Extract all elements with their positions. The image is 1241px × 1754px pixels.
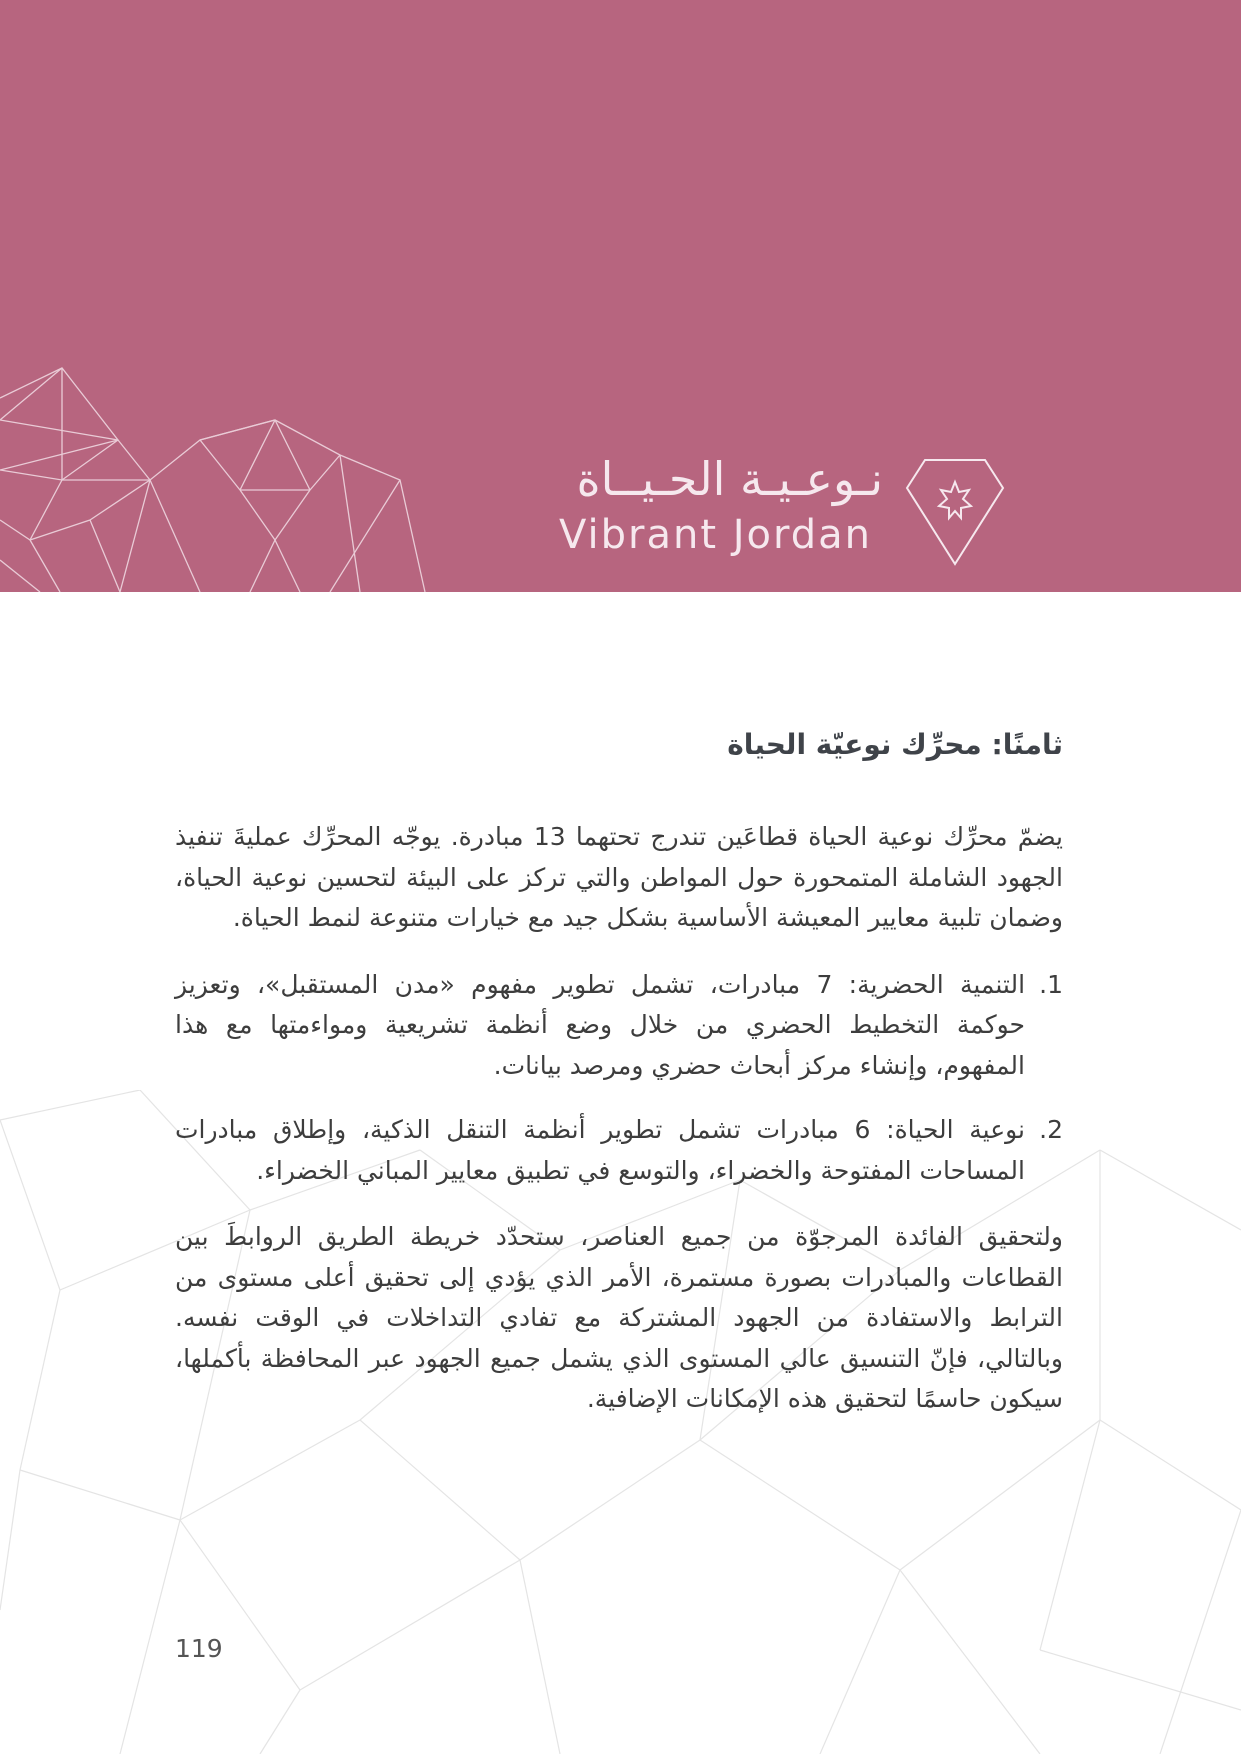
- list-item: [175, 965, 1063, 1087]
- list-item-text: التنمية الحضرية: 7 مبادرات، تشمل تطوير مفهوم «مدن المستقبل»، وتعزيز حوكمة التخطيط الحضري من خلال وضع أنظمة تشريعية ومواءمتها مع هذا المفهوم، وإنشاء مركز أبحاث حضري ومرصد بيانات.: [175, 969, 1026, 1080]
- conclusion-paragraph: ولتحقيق الفائدة المرجوّة من جميع العناصر، ستحدّد خريطة الطريق الروابطَ بين القطاعات والمبادرات بصورة مستمرة، الأمر الذي يؤدي إلى تحقيق أعلى مستوى من الترابط والاستفادة من الجهود المشتركة مع تفادي التداخلات في الوقت نفسه. وبالتالي، فإنّ التنسيق عالي المستوى الذي يشمل جميع الجهود عبر المحافظة بأكملها، سيكون حاسمًا لتحقيق هذه الإمكانات الإضافية.: [175, 1222, 1063, 1413]
- header-banner: [0, 0, 1241, 592]
- section-heading: ثامنًا: محرِّك نوعيّة الحياة: [727, 728, 1063, 761]
- section-title-english: Vibrant Jordan: [559, 512, 872, 558]
- intro-paragraph: يضمّ محرِّك نوعية الحياة قطاعَين تندرج تحتهما 13 مبادرة. يوجّه المحرِّك عمليةَ تنفيذ الجهود الشاملة المتمحورة حول المواطن والتي تركز على البيئة لتحسين نوعية الحياة، وضمان تلبية معايير المعيشة الأساسية بشكل جيد مع خيارات متنوعة لنمط الحياة.: [175, 822, 1063, 932]
- list-item: [175, 1110, 1063, 1191]
- list-item-text: نوعية الحياة: 6 مبادرات تشمل تطوير أنظمة التنقل الذكية، وإطلاق مبادرات المساحات المفتوحة والخضراء، والتوسع في تطبيق معايير المباني الخضراء.: [175, 1115, 1026, 1185]
- list-item-number: 2.: [1039, 1115, 1063, 1144]
- list-item-number: 1.: [1039, 969, 1063, 999]
- page-number: 119: [175, 1634, 223, 1663]
- jordan-diamond-emblem-icon: [905, 458, 1005, 566]
- main-content: [175, 725, 1063, 1446]
- section-title-arabic: نـوعـيـة الحـيــاة: [576, 452, 883, 506]
- initiatives-list: [175, 965, 1063, 1192]
